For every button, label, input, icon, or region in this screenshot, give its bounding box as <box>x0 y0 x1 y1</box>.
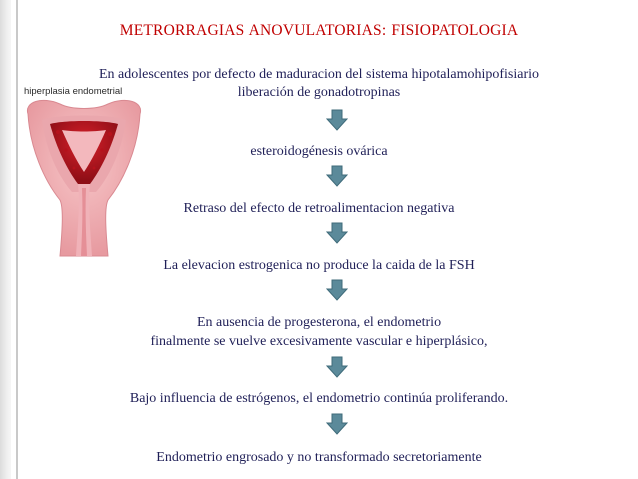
slide-title: METRORRAGIAS ANOVULATORIAS: FISIOPATOLOGIA <box>119 22 519 39</box>
down-arrow-icon <box>326 356 348 378</box>
step-3-line-1: Retraso del efecto de retroalimentacion negativa <box>183 201 455 216</box>
step-4-line-1: La elevacion estrogenica no produce la caida de la FSH <box>163 258 475 273</box>
down-arrow-icon <box>326 413 348 435</box>
down-arrow-icon <box>326 222 348 244</box>
uterus-illustration <box>20 84 148 260</box>
step-1-line-2: liberación de gonadotropinas <box>237 85 401 100</box>
down-arrow-icon <box>326 165 348 187</box>
down-arrow-icon <box>326 109 348 131</box>
down-arrow-icon <box>326 279 348 301</box>
step-1-line-1: En adolescentes por defecto de maduracion del sistema hipotalamohipofisiario <box>98 67 540 82</box>
step-2-line-1: esteroidogénesis ovárica <box>250 144 388 159</box>
step-6-line-1: Bajo influencia de estrógenos, el endometrio continúa proliferando. <box>129 391 509 406</box>
step-5-line-2: finalmente se vuelve excesivamente vascular e hiperplásico, <box>150 334 488 349</box>
step-5-line-1: En ausencia de progesterona, el endometrio <box>196 315 442 330</box>
step-7-line-1: Endometrio engrosado y no transformado secretoriamente <box>156 450 482 465</box>
illustration-label: hiperplasia endometrial <box>24 86 123 97</box>
